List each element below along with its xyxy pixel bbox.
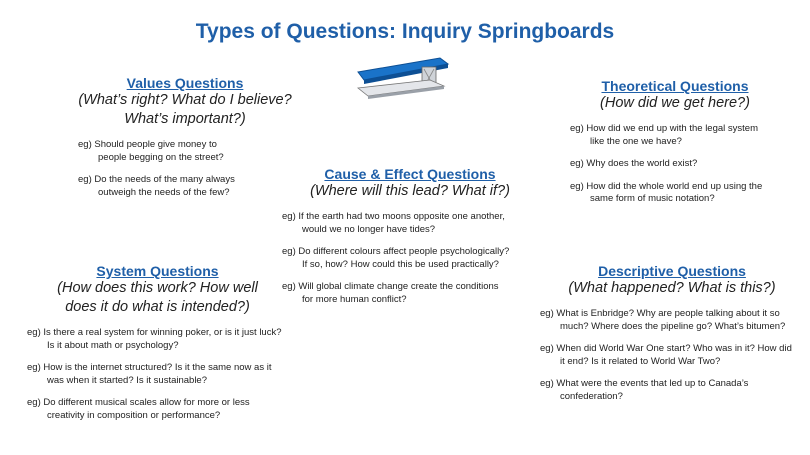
theoretical-subtitle: (How did we get here?) xyxy=(600,95,750,111)
theoretical-example: eg) How did we end up with the legal system like the one we have? xyxy=(570,123,758,147)
descriptive-example: eg) What is Enbridge? Why are people talking about it so much? Where does the pipeline go? What’s bitumen? xyxy=(540,308,786,332)
values-subtitle-1: (What’s right? What do I believe? xyxy=(78,92,292,108)
system-section xyxy=(25,263,290,422)
system-example: eg) How is the internet structured? Is it the same now as it was when it started? Is it sustainable? xyxy=(27,362,272,386)
theoretical-example: eg) How did the whole world end up using the same form of music notation? xyxy=(570,180,763,204)
descriptive-example: eg) When did World War One start? Who was in it? How did it end? Is it related to World War Two? xyxy=(540,343,792,367)
cause-effect-example: eg) Do different colours affect people psychologically? If so, how? How could this be used practically? xyxy=(282,246,510,270)
system-example: eg) Is there a real system for winning poker, or is it just luck? Is it about math or psychology? xyxy=(27,327,282,351)
cause-effect-example: eg) If the earth had two moons opposite one another, would we no longer have tides? xyxy=(282,211,505,235)
values-heading: Values Questions xyxy=(126,75,244,91)
system-example: eg) Do different musical scales allow for more or less creativity in composition or performance? xyxy=(27,397,250,421)
values-example: eg) Should people give money to people begging on the street? xyxy=(78,139,224,163)
page-title: Types of Questions: Inquiry Springboards xyxy=(195,20,615,43)
cause-effect-subtitle: (Where will this lead? What if?) xyxy=(310,183,510,199)
values-subtitle-2: What’s important?) xyxy=(124,111,246,127)
theoretical-heading: Theoretical Questions xyxy=(601,78,749,94)
descriptive-section xyxy=(537,263,807,403)
values-example: eg) Do the needs of the many always outweigh the needs of the few? xyxy=(78,174,235,198)
descriptive-heading: Descriptive Questions xyxy=(598,263,746,279)
descriptive-example: eg) What were the events that led up to Canada’s confederation? xyxy=(540,378,749,402)
system-subtitle-1: (How does this work? How well xyxy=(57,280,258,296)
theoretical-section xyxy=(545,78,805,206)
theoretical-example: eg) Why does the world exist? xyxy=(570,158,698,169)
cause-effect-heading: Cause & Effect Questions xyxy=(324,166,496,182)
springboard-icon xyxy=(352,52,452,102)
cause-effect-section xyxy=(280,166,540,306)
system-heading: System Questions xyxy=(96,263,219,279)
descriptive-subtitle: (What happened? What is this?) xyxy=(568,280,776,296)
cause-effect-example: eg) Will global climate change create the conditions for more human conflict? xyxy=(282,281,499,305)
system-subtitle-2: does it do what is intended?) xyxy=(65,299,250,315)
